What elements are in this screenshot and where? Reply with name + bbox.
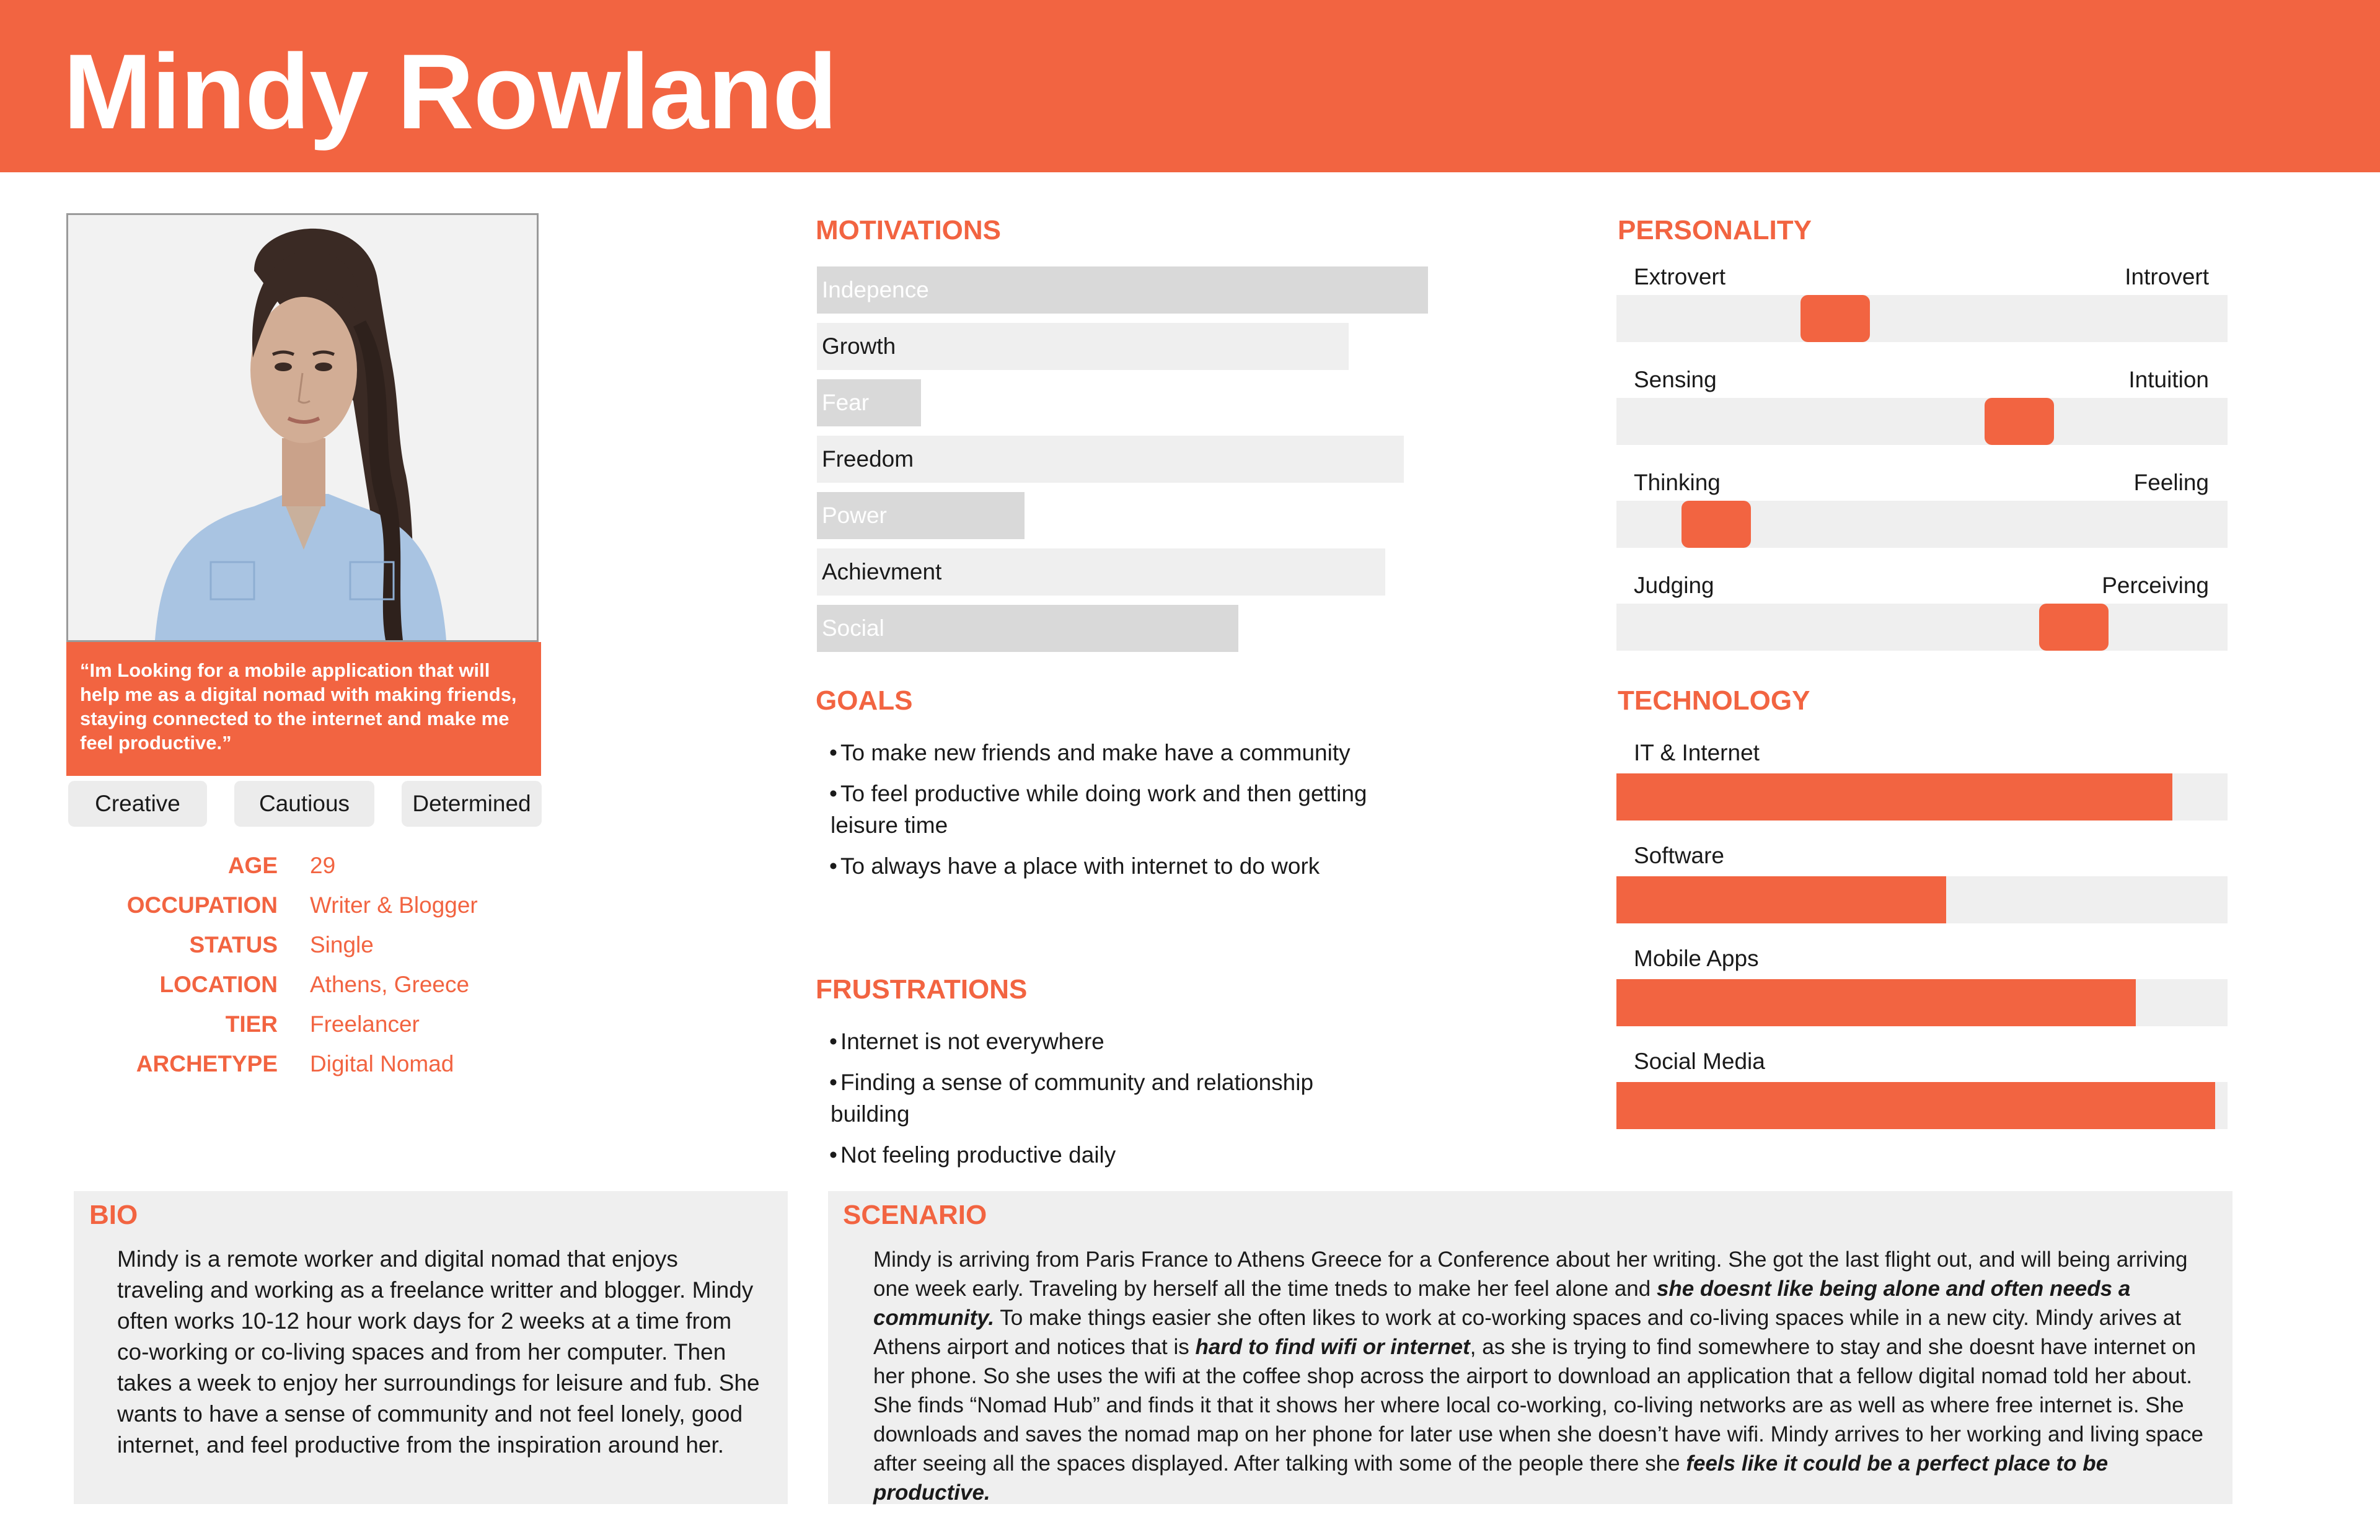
personality-right-label: Feeling xyxy=(2133,470,2209,495)
technology-bar-track xyxy=(1616,1082,2228,1129)
frustrations-list xyxy=(817,1026,1387,1180)
personality-slider-knob xyxy=(1800,295,1870,342)
info-label-location: LOCATION xyxy=(159,972,278,997)
motivation-bar: Power xyxy=(817,492,1025,539)
personality-slider-knob xyxy=(2039,604,2109,651)
goals-title: GOALS xyxy=(816,685,913,716)
info-value-age: 29 xyxy=(310,853,336,878)
technology-bar-track xyxy=(1616,876,2228,923)
motivation-bar: Indepence xyxy=(817,266,1428,314)
list-item: • Internet is not everywhere xyxy=(829,1029,1104,1054)
scenario-text: Mindy is arriving from Paris France to Athens Greece for a Conference about her writing. She got the last flight out, and will being arriving one week early. Traveling by herself all the time tneds to make her feel alone and she doesnt like being alone and often needs a community. To make things easier she often likes to work at co-working spaces and co-living spaces while in a new city. Mindy arives at Athens airport and notices that is hard to find wifi or internet, as she is trying to find somewhere to stay and she doesnt have internet on her phone. So she uses the wifi at the coffee shop across the airport to download an application that a fellow digital nomad told her about. She finds “Nomad Hub” and finds it that it shows her where local co-working, co-living networks are as well as where free internet is. She downloads and saves the nomad map on her phone for later use when she doesn’t have wifi. Mindy arrives to her working and living space after seeing all the spaces displayed. After talking with some of the people there she feels like it could be a perfect place to be productive. xyxy=(873,1247,2203,1505)
bio-title: BIO xyxy=(89,1200,138,1230)
personality-slider-track xyxy=(1616,398,2228,445)
info-value-occupation: Writer & Blogger xyxy=(310,892,478,918)
technology-bar-fill xyxy=(1616,773,2172,821)
trait-tag: Cautious xyxy=(234,781,374,827)
personality-left-label: Thinking xyxy=(1634,470,1721,495)
scenario-panel xyxy=(828,1191,2232,1504)
info-value-archetype: Digital Nomad xyxy=(310,1051,454,1076)
technology-bar-track xyxy=(1616,979,2228,1026)
info-value-tier: Freelancer xyxy=(310,1011,420,1037)
technology-bar-fill xyxy=(1616,1082,2215,1129)
info-value-status: Single xyxy=(310,932,374,957)
technology-label: Software xyxy=(1634,843,1725,868)
technology-label: Social Media xyxy=(1634,1049,1765,1074)
technology-bar-fill xyxy=(1616,979,2136,1026)
technology-label: Mobile Apps xyxy=(1634,946,1759,971)
personality-slider-track xyxy=(1616,295,2228,342)
motivation-bar: Freedom xyxy=(817,436,1404,483)
personality-right-label: Perceiving xyxy=(2102,573,2209,598)
bio-text: Mindy is a remote worker and digital nomad that enjoys traveling and working as a freelance writter and blogger. Mindy often works 10-12 hour work days for 2 weeks at a time from co-working or co-living spaces and from her computer. Then takes a week to enjoy her surroundings for leisure and fub. She wants to have a sense of community and not feel lonely, good internet, and feel productive from the inspiration around her. xyxy=(117,1246,760,1458)
info-label-occupation: OCCUPATION xyxy=(126,892,278,918)
portrait-image xyxy=(68,215,537,640)
technology-bar-track xyxy=(1616,773,2228,821)
frustrations-title: FRUSTRATIONS xyxy=(816,974,1028,1005)
motivation-bar: Fear xyxy=(817,379,921,426)
scenario-title: SCENARIO xyxy=(843,1200,987,1230)
trait-tag: Determined xyxy=(402,781,542,827)
personality-title: PERSONALITY xyxy=(1618,215,1812,245)
info-label-age: AGE xyxy=(227,853,278,878)
personality-left-label: Judging xyxy=(1634,573,1714,598)
info-label-status: STATUS xyxy=(189,932,278,957)
personality-slider-track xyxy=(1616,604,2228,651)
personality-slider-knob xyxy=(1681,501,1751,548)
info-label-archetype: ARCHETYPE xyxy=(136,1051,278,1076)
info-label-tier: TIER xyxy=(225,1011,278,1037)
info-value-location: Athens, Greece xyxy=(310,972,470,997)
list-item: • Finding a sense of community and relationship building xyxy=(829,1070,1314,1127)
persona-name: Mindy Rowland xyxy=(63,32,837,151)
personality-right-label: Intuition xyxy=(2128,367,2209,392)
persona-photo xyxy=(66,213,539,642)
personality-left-label: Extrovert xyxy=(1634,264,1726,289)
header-banner xyxy=(0,0,2380,172)
motivations-title: MOTIVATIONS xyxy=(816,215,1002,245)
technology-bar-fill xyxy=(1616,876,1946,923)
persona-quote: “Im Looking for a mobile application that will help me as a digital nomad with making friends, staying connected to the internet and make me feel productive.” xyxy=(66,642,541,776)
personality-slider-knob xyxy=(1985,398,2054,445)
list-item: • To always have a place with internet to do work xyxy=(829,853,1320,879)
list-item: • To feel productive while doing work and then getting leisure time xyxy=(829,781,1367,838)
bio-panel xyxy=(74,1191,788,1504)
technology-title: TECHNOLOGY xyxy=(1618,685,1810,716)
personality-right-label: Introvert xyxy=(2125,264,2209,289)
goals-list xyxy=(817,737,1387,891)
trait-tag: Creative xyxy=(68,781,207,827)
list-item: • To make new friends and make have a community xyxy=(829,740,1351,765)
motivation-bar: Achievment xyxy=(817,548,1385,596)
personality-left-label: Sensing xyxy=(1634,367,1717,392)
motivation-bar: Growth xyxy=(817,323,1349,370)
personality-slider-track xyxy=(1616,501,2228,548)
technology-label: IT & Internet xyxy=(1634,740,1760,765)
motivation-bar: Social xyxy=(817,605,1238,652)
list-item: • Not feeling productive daily xyxy=(829,1142,1116,1168)
